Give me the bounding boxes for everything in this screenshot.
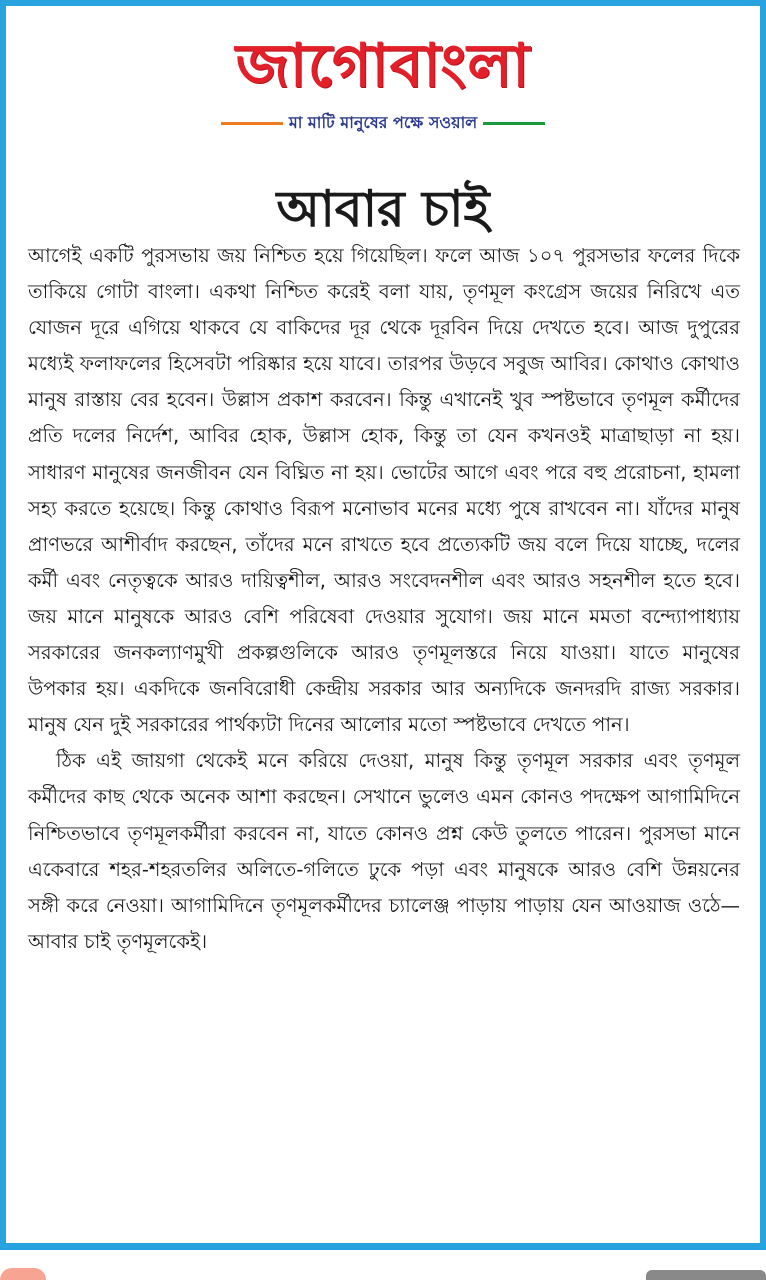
next-item-peek-left [0,1268,46,1280]
next-item-peek-right [646,1270,766,1280]
masthead [6,28,760,104]
article-paragraph-2: ঠিক এই জায়গা থেকেই মনে করিয়ে দেওয়া, মানুষ কিন্তু তৃণমূল সরকার এবং তৃণমূল কর্মীদের কাছ থেকে অনেক আশা করছেন। সেখানে ভুলেও এমন কোনও পদক্ষেপ আগামিদিনে নিশ্চিতভাবে তৃণমূলকর্মীরা করবেন না, যাতে কোনও প্রশ্ন কেউ তুলতে পারেন। পুরসভা মানে একেবারে শহর-শহরতলির অলিতে-গলিতে ঢুকে পড়া এবং মানুষকে আরও বেশি উন্নয়নের সঙ্গী করে নেওয়া। আগামিদিনে তৃণমূলকর্মীদের চ্যালেঞ্জ পাড়ায় পাড়ায় যেন আওয়াজ ওঠে— আবার চাই তৃণমূলকেই। [28,749,740,953]
tagline-left-rule [221,122,283,125]
article-body [28,238,740,960]
newspaper-logo: জাগোবাংলা [235,31,531,101]
article-headline: আবার চাই [276,180,490,238]
tagline: মা মাটি মানুষের পক্ষে সওয়াল [288,112,478,132]
tagline-right-rule [483,122,545,125]
tagline-row [6,110,760,136]
article-paragraph-1: আগেই একটি পুরসভায় জয় নিশ্চিত হয়ে গিয়েছিল। ফলে আজ ১০৭ পুরসভার ফলের দিকে তাকিয়ে গোটা বাংলা। একথা নিশ্চিত করেই বলা যায়, তৃণমূল কংগ্রেস জয়ের নিরিখে এত যোজন দূরে এগিয়ে থাকবে যে বাকিদের দূর থেকে দূরবিন দিয়ে দেখতে হবে। আজ দুপুরের মধ্যেই ফলাফলের হিসেবটা পরিষ্কার হয়ে যাবে। তারপর উড়বে সবুজ আবির। কোথাও কোথাও মানুষ রাস্তায় বের হবেন। উল্লাস প্রকাশ করবেন। কিন্তু এখানেই খুব স্পষ্টভাবে তৃণমূল কর্মীদের প্রতি দলের নির্দেশ, আবির হোক, উল্লাস হোক, কিন্তু তা যেন কখনওই মাত্রাছাড়া না হয়। সাধারণ মানুষের জনজীবন যেন বিঘ্নিত না হয়। ভোটের আগে এবং পরে বহু প্ররোচনা, হামলা সহ্য করতে হয়েছে। কিন্তু কোথাও বিরূপ মনোভাব মনের মধ্যে পুষে রাখবেন না। যাঁদের মানুষ প্রাণভরে আশীর্বাদ করছেন, তাঁদের মনে রাখতে হবে প্রত্যেকটি জয় বলে দিয়ে যাচ্ছে, দলের কর্মী এবং নেতৃত্বকে আরও দায়িত্বশীল, আরও সংবেদনশীল এবং আরও সহনশীল হতে হবে। জয় মানে মানুষকে আরও বেশি পরিষেবা দেওয়ার সুযোগ। জয় মানে মমতা বন্দ্যোপাধ্যায় সরকারের জনকল্যাণমুখী প্রকল্পগুলিকে আরও তৃণমূলস্তরে নিয়ে যাওয়া। যাতে মানুষের উপকার হয়। একদিকে জনবিরোধী কেন্দ্রীয় সরকার আর অন্যদিকে জনদরদি রাজ্য সরকার। মানুষ যেন দুই সরকারের পার্থক্যটা দিনের আলোর মতো স্পষ্টভাবে দেখতে পান। [28,244,740,737]
